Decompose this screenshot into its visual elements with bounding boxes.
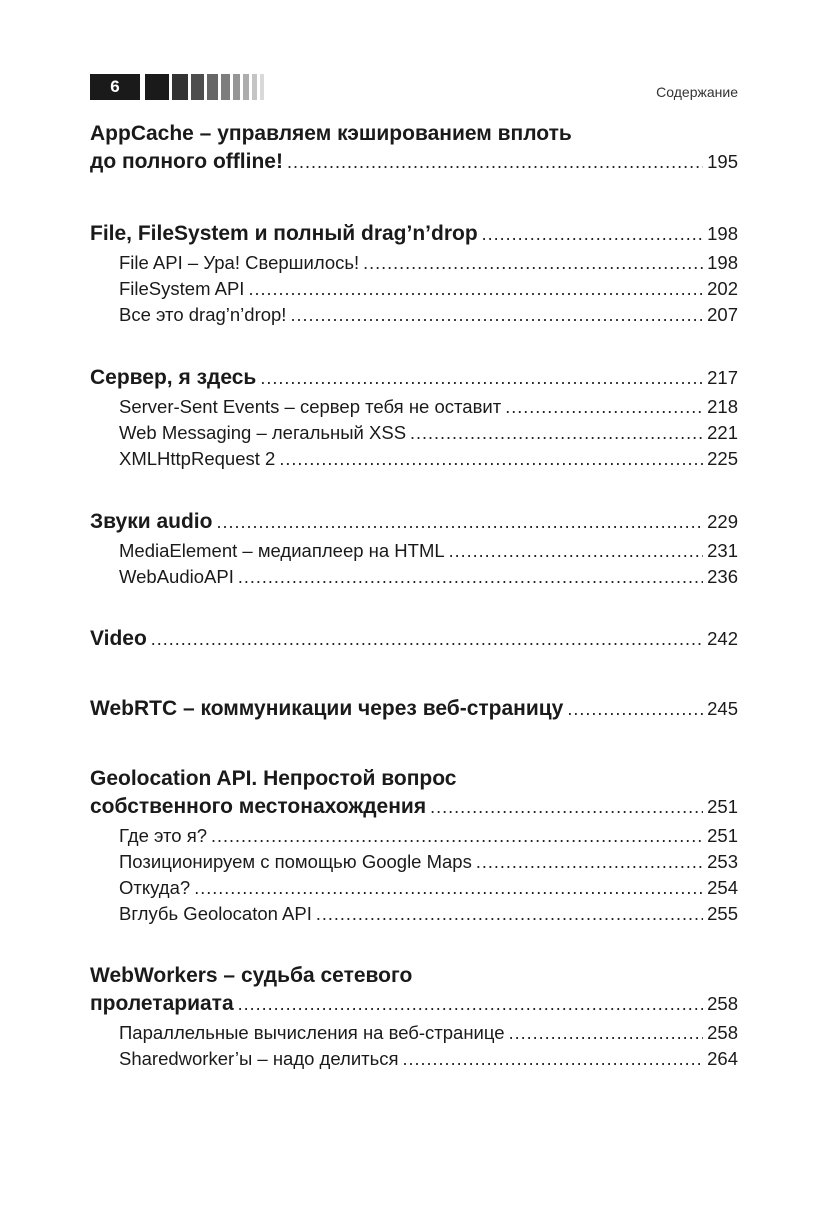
section-entry-title: Где это я? [119, 825, 208, 846]
toc-chapter [90, 220, 738, 328]
section-entry-title: Web Messaging – легальный XSS [119, 422, 407, 443]
section-entry[interactable] [90, 394, 738, 420]
dot-leader [238, 990, 703, 1018]
dot-leader [449, 539, 703, 564]
section-entry-page-number: 264 [707, 1048, 738, 1069]
section-entry-title: MediaElement – медиаплеер на HTML [119, 540, 445, 561]
section-entry-title: FileSystem API [119, 278, 245, 299]
section-entry-page-number: 255 [707, 903, 738, 924]
page-header [90, 74, 738, 100]
chapter-entry-title: File, FileSystem и полный drag’n’drop [90, 222, 478, 245]
chapter-entry-page-number: 198 [707, 223, 738, 244]
toc-chapter [90, 962, 738, 1072]
dot-leader [482, 220, 703, 248]
chapter-entry-page-number: 195 [707, 151, 738, 172]
section-entry[interactable] [90, 420, 738, 446]
dot-leader [279, 447, 703, 472]
dot-leader [509, 1021, 704, 1046]
chapter-entry-page-number: 217 [707, 367, 738, 388]
chapter-entry-title: Geolocation API. Непростой вопрос [90, 767, 457, 790]
dot-leader [151, 625, 703, 653]
chapter-entry[interactable] [90, 962, 738, 990]
section-entry-title: Позиционируем с помощью Google Maps [119, 851, 472, 872]
dot-leader [238, 565, 703, 590]
chapter-entry-page-number: 242 [707, 628, 738, 649]
chapter-entry[interactable] [90, 148, 738, 176]
section-entry[interactable] [90, 1020, 738, 1046]
chapter-entry[interactable] [90, 765, 738, 793]
chapter-entry[interactable] [90, 625, 738, 653]
chapter-entry-title: Звуки audio [90, 510, 213, 533]
section-entry[interactable] [90, 302, 738, 328]
section-entry[interactable] [90, 823, 738, 849]
chapter-entry-title: до полного offline! [90, 150, 283, 173]
dot-leader [316, 902, 703, 927]
chapter-entry[interactable] [90, 120, 738, 148]
dot-leader [403, 1047, 704, 1072]
toc-chapter [90, 695, 738, 723]
section-entry[interactable] [90, 875, 738, 901]
dot-leader [567, 695, 703, 723]
chapter-entry-title: пролетариата [90, 992, 234, 1015]
dot-leader [363, 251, 703, 276]
section-entry-page-number: 231 [707, 540, 738, 561]
chapter-entry[interactable] [90, 220, 738, 248]
dot-leader [287, 148, 703, 176]
chapter-entry-page-number: 229 [707, 511, 738, 532]
chapter-entry[interactable] [90, 508, 738, 536]
section-entry-page-number: 251 [707, 825, 738, 846]
chapter-entry[interactable] [90, 990, 738, 1018]
chapter-entry[interactable] [90, 793, 738, 821]
section-entry-title: XMLHttpRequest 2 [119, 448, 276, 469]
chapter-entry-title: WebWorkers – судьба сетевого [90, 964, 413, 987]
section-entry[interactable] [90, 538, 738, 564]
section-entry-page-number: 253 [707, 851, 738, 872]
section-entry[interactable] [90, 446, 738, 472]
section-entry-page-number: 254 [707, 877, 738, 898]
toc-chapter [90, 625, 738, 653]
section-entry-title: Server-Sent Events – сервер тебя не оставит [119, 396, 502, 417]
section-entry[interactable] [90, 849, 738, 875]
section-entry[interactable] [90, 276, 738, 302]
section-entry-title: Параллельные вычисления на веб-странице [119, 1022, 505, 1043]
section-entry-page-number: 218 [707, 396, 738, 417]
dot-leader [211, 824, 703, 849]
section-entry-title: WebAudioAPI [119, 566, 234, 587]
section-entry-page-number: 225 [707, 448, 738, 469]
section-entry-title: Откуда? [119, 877, 191, 898]
chapter-entry-page-number: 251 [707, 796, 738, 817]
chapter-entry-title: собственного местонахождения [90, 795, 427, 818]
dot-leader [430, 793, 703, 821]
chapter-entry-title: AppCache – управляем кэшированием вплоть [90, 122, 572, 145]
section-entry-title: Вглубь Geolocaton API [119, 903, 312, 924]
toc-chapter [90, 120, 738, 176]
chapter-entry-page-number: 258 [707, 993, 738, 1014]
section-entry[interactable] [90, 250, 738, 276]
section-entry-page-number: 236 [707, 566, 738, 587]
section-entry[interactable] [90, 1046, 738, 1072]
chapter-entry-title: Сервер, я здесь [90, 366, 257, 389]
section-entry-page-number: 258 [707, 1022, 738, 1043]
section-entry-title: File API – Ура! Свершилось! [119, 252, 360, 273]
section-entry[interactable] [90, 564, 738, 590]
running-head: Содержание [656, 84, 738, 100]
toc-chapter [90, 364, 738, 472]
section-entry-page-number: 207 [707, 304, 738, 325]
dot-leader [216, 508, 703, 536]
toc-chapter [90, 508, 738, 590]
chapter-entry-page-number: 245 [707, 698, 738, 719]
chapter-entry-title: WebRTC – коммуникации через веб-страницу [90, 697, 564, 720]
dot-leader [476, 850, 703, 875]
dot-leader [505, 395, 703, 420]
section-entry-page-number: 198 [707, 252, 738, 273]
chapter-entry-title: Video [90, 627, 147, 650]
section-entry-page-number: 202 [707, 278, 738, 299]
page-number: 6 [90, 74, 140, 100]
section-entry-title: Sharedworker’ы – надо делиться [119, 1048, 399, 1069]
dot-leader [248, 277, 703, 302]
dot-leader [290, 303, 703, 328]
section-entry[interactable] [90, 901, 738, 927]
dot-leader [260, 364, 703, 392]
section-entry-title: Все это drag’n’drop! [119, 304, 287, 325]
section-entry-page-number: 221 [707, 422, 738, 443]
toc-chapter [90, 765, 738, 927]
chapter-entry[interactable] [90, 364, 738, 392]
chapter-entry[interactable] [90, 695, 738, 723]
dot-leader [194, 876, 703, 901]
dot-leader [410, 421, 703, 446]
